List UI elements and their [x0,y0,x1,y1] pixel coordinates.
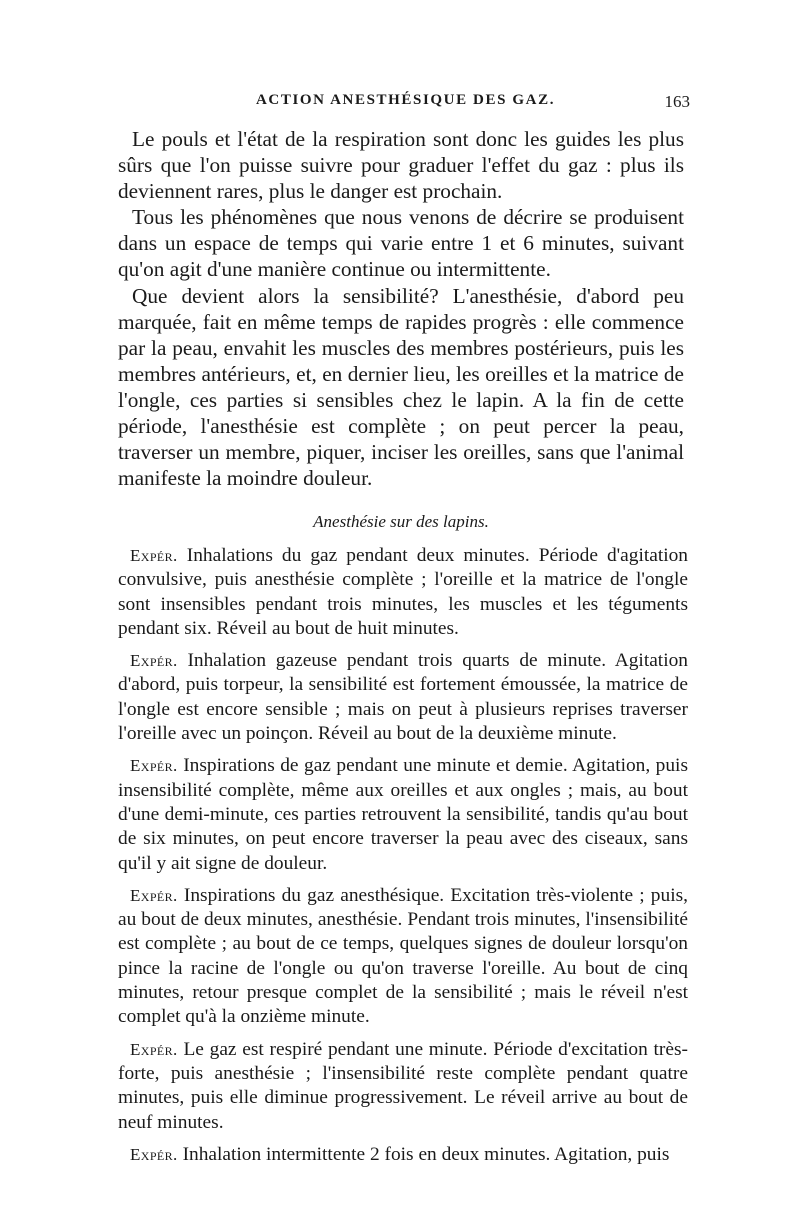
experiment-text: Inspirations de gaz pendant une minute et demie. Agitation, puis insensibilité complète, même aux oreilles et aux ongles ; mais, au bout d'une demi-minute, ces parties retrouvent la sensibilité, tandis qu'au bout de six minutes, on peut encore traverser la peau avec des ciseaux, sans qu'il y ait signe de douleur. [118,755,688,874]
experiment-entry [118,544,688,641]
experiment-text: Inhalations du gaz pendant deux minutes. Période d'agitation convulsive, puis anesthésie complète ; l'oreille et la matrice de l'ongle sont insensibles pendant trois minutes, les muscles et les téguments pendant six. Réveil au bout de huit minutes. [118,545,688,639]
paragraph: Que devient alors la sensibilité? L'anesthésie, d'abord peu marquée, fait en même temps de rapides progrès : elle commence par la peau, envahit les muscles des membres postérieurs, puis les membres antérieurs, et, en dernier lieu, les oreilles et la matrice de l'ongle, ces parties si sensibles chez le lapin. A la fin de cette période, l'anesthésie est complète ; on peut percer la peau, traverser un membre, piquer, inciser les oreilles, sans que l'animal manifeste la moindre douleur. [118,283,684,491]
page-number: 163 [664,92,690,111]
experiment-label: Expér. [130,546,178,565]
running-title: ACTION ANESTHÉSIQUE DES GAZ. [256,92,556,108]
page-header [118,92,690,118]
experiment-entry [118,649,688,746]
experiment-text: Inspirations du gaz anesthésique. Excitation très-violente ; puis, au bout de deux minutes, anesthésie. Pendant trois minutes, l'insensibilité est complète ; au bout de ce temps, quelques signes de douleur lorsqu'on pince la racine de l'ongle ou qu'on traverse l'oreille. Au bout de cinq minutes, retour presque complet de la sensibilité ; mais le réveil n'est complet qu'à la onzième minute. [118,884,688,1028]
paragraph: Le pouls et l'état de la respiration sont donc les guides les plus sûrs que l'on puisse suivre pour graduer l'effet du gaz : plus ils deviennent rares, plus le danger est prochain. [118,127,684,204]
experiment-label: Expér. [130,756,178,776]
experiments-list [118,544,688,1175]
section-subheading: Anesthésie sur des lapins. [313,512,489,531]
experiment-entry [118,754,688,875]
experiment-text: Inhalation gazeuse pendant trois quarts de minute. Agitation d'abord, puis torpeur, la sensibilité est fortement émoussée, la matrice de l'ongle est encore sensible ; mais on peut à plusieurs reprises traverser l'oreille avec un poinçon. Réveil au bout de la deuxième minute. [118,650,688,745]
experiment-label: Expér. [130,1144,178,1164]
experiment-entry [118,884,688,1030]
experiment-text: Le gaz est respiré pendant une minute. Période d'excitation très-forte, puis anesthésie ; l'insensibilité reste complète pendant quatre minutes, puis elle diminue progressivement. Le réveil arrive au bout de neuf minutes. [118,1038,688,1133]
experiment-entry [118,1038,688,1135]
experiment-text: Inhalation intermittente 2 fois en deux minutes. Agitation, puis [182,1143,670,1165]
experiment-label: Expér. [130,651,178,671]
experiment-label: Expér. [130,1039,178,1059]
experiment-entry [118,1143,688,1167]
main-text [118,126,684,491]
experiment-label: Expér. [130,885,178,905]
paragraph: Tous les phénomènes que nous venons de décrire se produisent dans un espace de temps qui varie entre 1 et 6 minutes, suivant qu'on agit d'une manière continue ou intermittente. [118,205,684,282]
